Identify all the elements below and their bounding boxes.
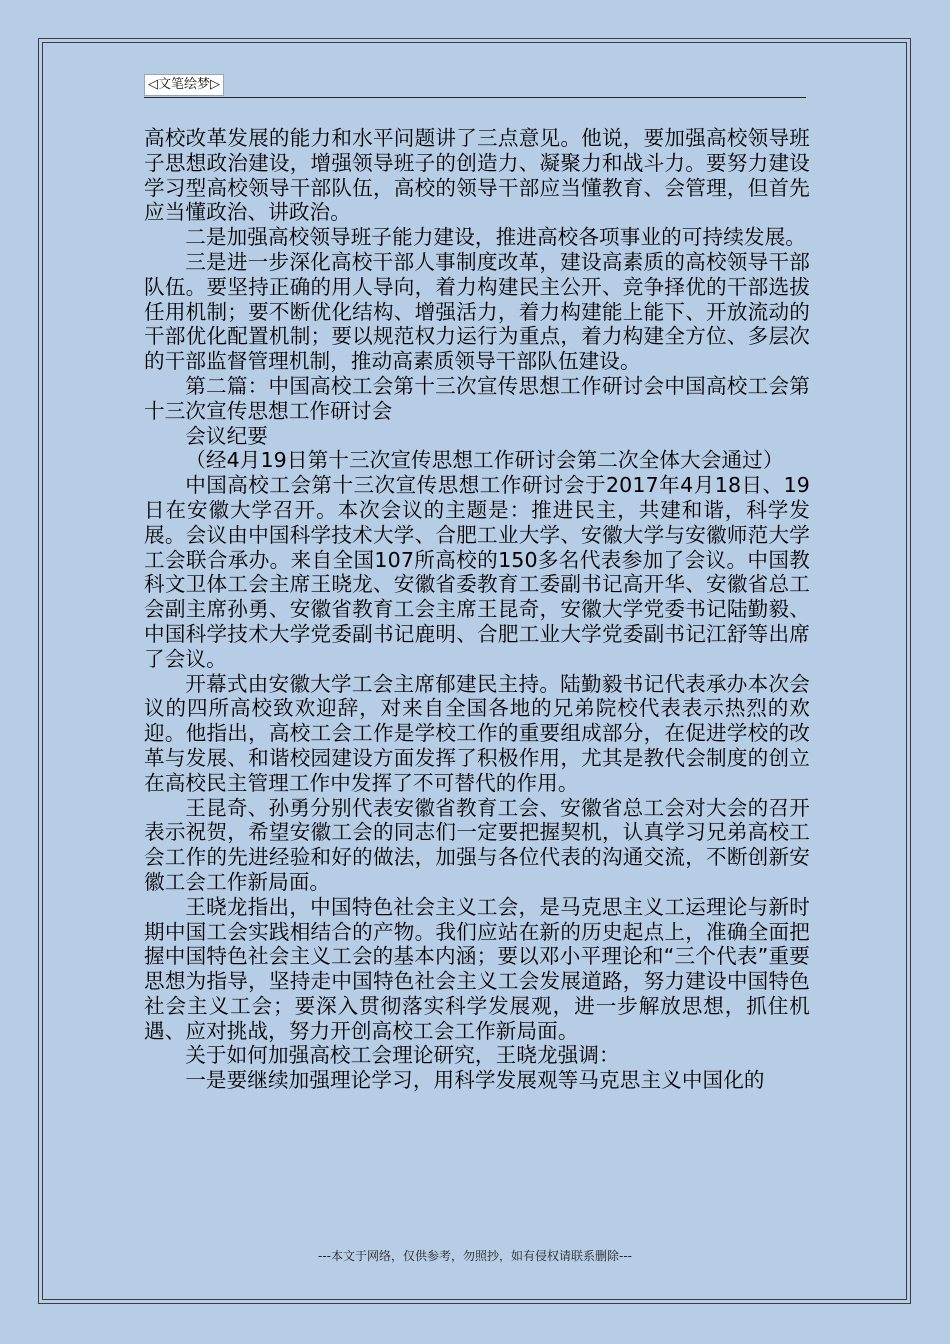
- paragraph: 王晓龙指出，中国特色社会主义工会，是马克思主义工运理论与新时期中国工会实践相结合的产物。我们应站在新的历史起点上，准确全面把握中国特色社会主义工会的基本内涵；要以邓小平理论和“三个代表”重要思想为指导，坚持走中国特色社会主义工会发展道路，努力建设中国特色社会主义工会；要深入贯彻落实科学发展观，进一步解放思想，抓住机遇、应对挑战，努力开创高校工会工作新局面。: [144, 894, 810, 1043]
- paragraph: 中国高校工会第十三次宣传思想工作研讨会于2017年4月18日、19日在安徽大学召开。本次会议的主题是：推进民主，共建和谐，科学发展。会议由中国科学技术大学、合肥工业大学、安徽大学与安徽师范大学工会联合承办。来自全国107所高校的150多名代表参加了会议。中国教科文卫体工会主席王晓龙、安徽省委教育工委副书记高开华、安徽省总工会副主席孙勇、安徽省教育工会主席王昆奇，安徽大学党委书记陆勤毅、中国科学技术大学党委副书记鹿明、合肥工业大学党委副书记江舒等出席了会议。: [144, 473, 810, 671]
- document-subtitle: （经4月19日第十三次宣传思想工作研讨会第二次全体大会通过）: [185, 448, 784, 473]
- paragraph: 王昆奇、孙勇分别代表安徽省教育工会、安徽省总工会对大会的召开表示祝贺，希望安徽工会的同志们一定要把握契机，认真学习兄弟高校工会工作的先进经验和好的做法，加强与各位代表的沟通交流，不断创新安徽工会工作新局面。: [144, 795, 810, 894]
- paragraph: 高校改革发展的能力和水平问题讲了三点意见。他说，要加强高校领导班子思想政治建设，增强领导班子的创造力、凝聚力和战斗力。要努力建设学习型高校领导干部队伍，高校的领导干部应当懂教育、会管理，但首先应当懂政治、讲政治。: [144, 126, 810, 225]
- section-heading: 第二篇：中国高校工会第十三次宣传思想工作研讨会中国高校工会第十三次宣传思想工作研讨会: [144, 373, 810, 423]
- document-body: [144, 126, 810, 1093]
- paragraph: 关于如何加强高校工会理论研究，王晓龙强调：: [185, 1043, 620, 1068]
- document-title: 会议纪要: [185, 423, 268, 448]
- paragraph: 二是加强高校领导班子能力建设，推进高校各项事业的可持续发展。: [185, 225, 806, 250]
- header-divider: [144, 97, 806, 98]
- header-logo-label: ◁文笔绘梦▷: [144, 74, 224, 96]
- footer-disclaimer: ---本文于网络，仅供参考，勿照抄，如有侵权请联系删除---: [318, 1249, 632, 1263]
- paragraph: 一是要继续加强理论学习，用科学发展观等马克思主义中国化的: [185, 1068, 765, 1093]
- paragraph: 开幕式由安徽大学工会主席郁建民主持。陆勤毅书记代表承办本次会议的四所高校致欢迎辞，对来自全国各地的兄弟院校代表表示热烈的欢迎。他指出，高校工会工作是学校工作的重要组成部分，在促进学校的改革与发展、和谐校园建设方面发挥了积极作用，尤其是教代会制度的创立在高校民主管理工作中发挥了不可替代的作用。: [144, 671, 810, 795]
- paragraph: 三是进一步深化高校干部人事制度改革，建设高素质的高校领导干部队伍。要坚持正确的用人导向，着力构建民主公开、竞争择优的干部选拔任用机制；要不断优化结构、增强活力，着力构建能上能下、开放流动的干部优化配置机制；要以规范权力运行为重点，着力构建全方位、多层次的干部监督管理机制，推动高素质领导干部队伍建设。: [144, 249, 810, 374]
